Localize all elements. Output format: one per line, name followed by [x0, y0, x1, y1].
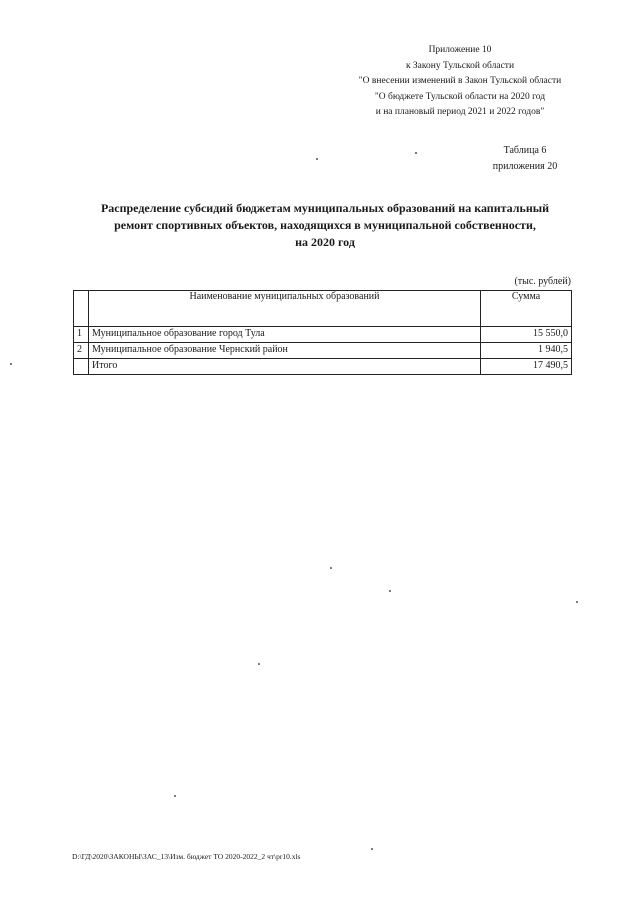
units-label: (тыс. рублей) — [514, 276, 571, 287]
appendix-line: "О внесении изменений в Закон Тульской области — [358, 76, 562, 86]
row-num — [74, 359, 89, 375]
document-title — [70, 200, 580, 251]
appendix-line: Приложение 10 — [428, 45, 492, 55]
appendix-header — [340, 43, 580, 121]
header-name: Наименование муниципальных образований — [89, 291, 481, 327]
title-line: на 2020 год — [295, 235, 355, 249]
title-line: ремонт спортивных объектов, находящихся в муниципальной собственности, — [114, 218, 536, 232]
scan-speck — [316, 158, 318, 160]
appendix-line: и на плановый период 2021 и 2022 годов" — [375, 107, 545, 117]
row-sum: 15 550,0 — [481, 327, 572, 343]
scan-speck — [576, 601, 578, 603]
scan-speck — [258, 663, 260, 665]
table-row — [74, 343, 572, 359]
scan-speck — [10, 363, 12, 365]
subsidy-table — [73, 290, 572, 375]
row-name: Итого — [89, 359, 481, 375]
scan-speck — [174, 795, 176, 797]
appendix-line: "О бюджете Тульской области на 2020 год — [374, 91, 546, 102]
table-number: Таблица 6 — [503, 145, 547, 156]
title-line: Распределение субсидий бюджетам муниципальных образований на капитальный — [100, 201, 550, 215]
scan-speck — [371, 848, 373, 850]
header-sum: Сумма — [481, 291, 572, 327]
row-name: Муниципальное образование город Тула — [89, 327, 481, 343]
header-num — [74, 291, 89, 327]
row-sum: 1 940,5 — [481, 343, 572, 359]
table-reference — [470, 143, 580, 175]
table-total-row — [74, 359, 572, 375]
table-header-row — [74, 291, 572, 327]
row-num: 2 — [74, 343, 89, 359]
table-row — [74, 327, 572, 343]
scan-speck — [330, 567, 332, 569]
appendix-line: к Закону Тульской области — [405, 60, 515, 71]
scan-speck — [389, 590, 391, 592]
table-appendix-ref: приложения 20 — [492, 161, 558, 172]
scan-speck — [415, 152, 417, 154]
row-name: Муниципальное образование Чернский район — [89, 343, 481, 359]
row-num: 1 — [74, 327, 89, 343]
file-path-footer: D:\ГД\2020\ЗАКОНЫ\ЗАС_13\Изм. бюджет ТО 2020-2022_2 чт\pr10.xls — [72, 852, 301, 861]
row-sum: 17 490,5 — [481, 359, 572, 375]
